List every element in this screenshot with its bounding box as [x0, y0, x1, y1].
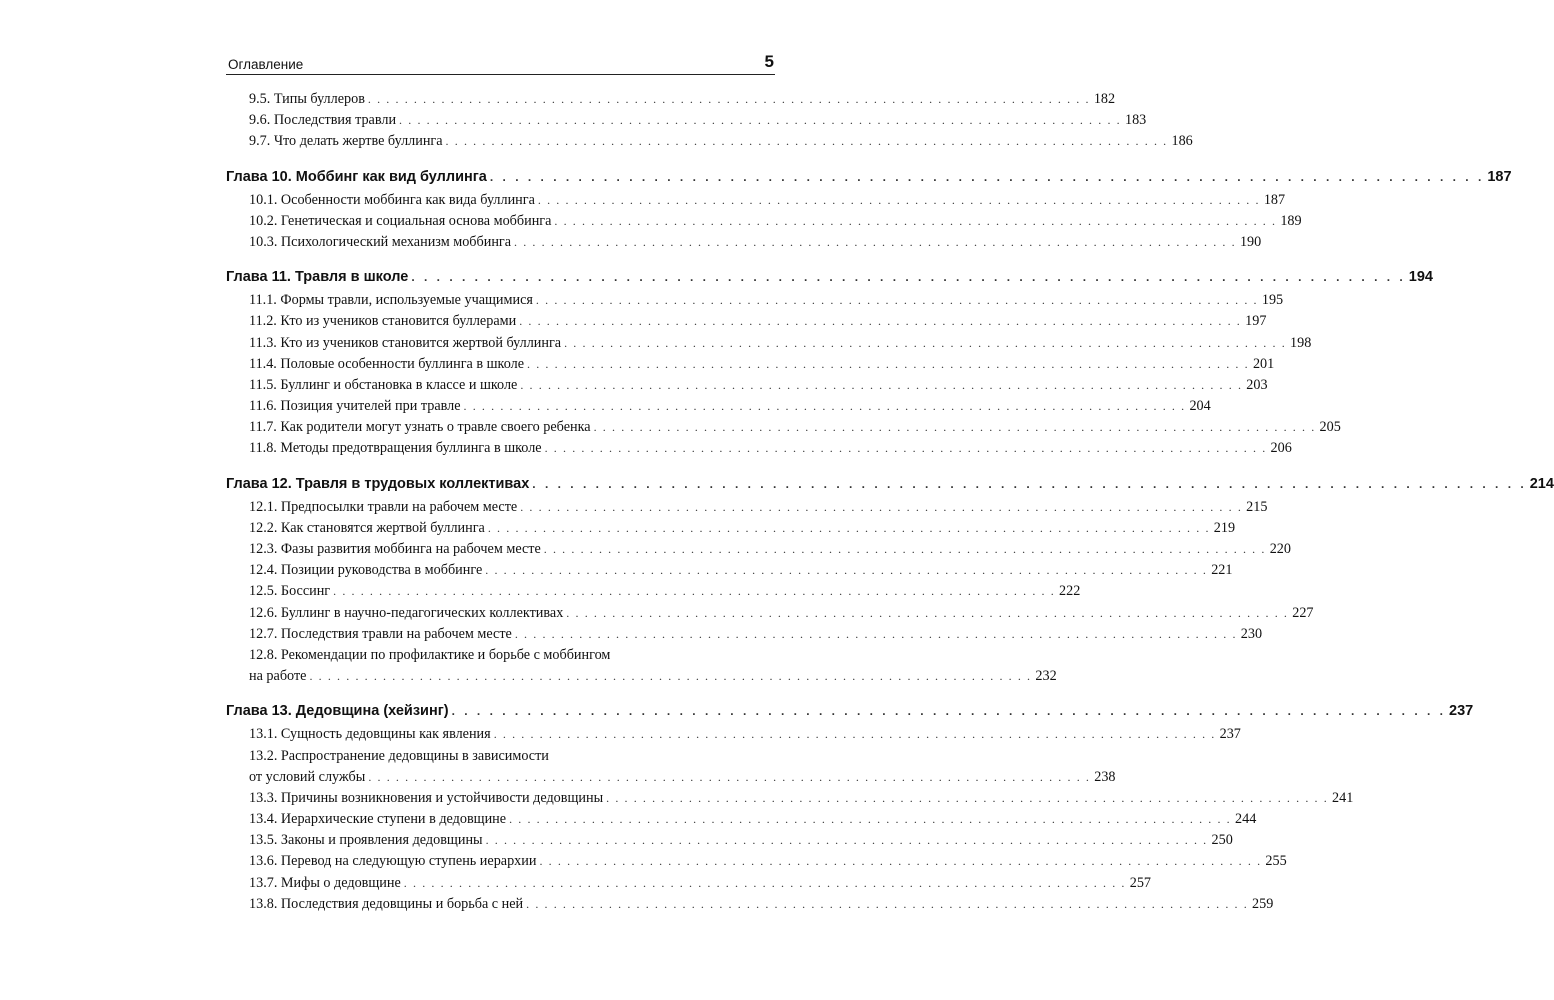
toc-entry[interactable]	[226, 398, 1211, 419]
toc-entry[interactable]	[226, 376, 1268, 398]
chapter-title: Глава 12. Травля в трудовых коллективах	[226, 475, 530, 492]
entry-page-number: 197	[1245, 313, 1267, 330]
toc-entry[interactable]	[226, 726, 1241, 747]
entry-page-number: 230	[1240, 625, 1263, 642]
entry-title: 13.5. Законы и проявления дедовщины	[249, 832, 483, 849]
entry-title: 9.6. Последствия травли	[249, 112, 397, 129]
chapter-title: Глава 11. Травля в школе	[226, 269, 409, 286]
entry-page-number: 250	[1211, 832, 1233, 849]
toc-chapter	[226, 168, 1512, 256]
chapter-page-number: 237	[1449, 703, 1474, 720]
toc-entry[interactable]	[226, 440, 1292, 461]
toc-entry[interactable]	[226, 583, 1081, 604]
entry-page-number: 187	[1263, 191, 1286, 208]
toc-entry[interactable]	[226, 562, 1233, 583]
running-header	[226, 52, 775, 75]
entry-title: 13.3. Причины возникновения и устойчивости дедовщины	[249, 789, 604, 806]
dot-leader: . . . . . . . . . . . . . . . . . . . . . . . . . . . . . . . . . . . . . . . . . . . . . . . . . . . . . . . . . . . . . . . . . . . . . . . . . . . . . . .	[554, 213, 1277, 228]
entry-page-number: 237	[1219, 726, 1241, 743]
entry-title: 13.2. Распространение дедовщины в зависимости	[249, 747, 549, 764]
entry-title: 12.3. Фазы развития моббинга на рабочем месте	[249, 541, 541, 557]
entry-page-number: 219	[1213, 519, 1236, 536]
dot-leader: . . . . . . . . . . . . . . . . . . . . . . . . . . . . . . . . . . . . . . . . . . . . . . . . . . . . . . . . . . . . . . . . . . . . . . . . . . . . . . .	[403, 875, 1126, 890]
entry-title: 11.4. Половые особенности буллинга в школе	[249, 355, 525, 372]
toc-entry[interactable]	[226, 747, 1116, 790]
dot-leader: . . . . . . . . . . . . . . . . . . . . . . . . . . . . . . . . . . . . . . . . . . . . . . . . . . . . . . . . . . . . . . . . . . . . . . . . . . . . . . .	[485, 563, 1208, 578]
chapter-heading[interactable]	[226, 168, 1512, 192]
toc-chapter	[226, 475, 1554, 690]
dot-leader: . . . . . . . . . . . . . . . . . . . . . . . . . . . . . . . . . . . . . . . . . . . . . . . . . . . . . . . . . . . . . . . . . . . . . . . . . . . . . . .	[487, 520, 1211, 535]
entry-title: 11.5. Буллинг и обстановка в классе и школе	[249, 376, 518, 393]
header-title: Оглавление	[228, 57, 304, 72]
dot-leader: . . . . . . . . . . . . . . . . . . . . . . . . . . . . . . . . . . . . . . . . . . . . . . . . . . . . . . . . . . . . . . . . . . . . . . . . . . . . . . .	[606, 790, 1329, 805]
chapter-page-number: 187	[1487, 168, 1512, 185]
entry-page-number: 221	[1211, 562, 1233, 579]
entry-title: 12.7. Последствия травли на рабочем месте	[249, 625, 512, 642]
dot-leader: . . . . . . . . . . . . . . . . . . . . . . . . . . . . . . . . . . . . . . . . . . . . . . . . . . . . . . . . . . . . . . . . . . . . . . . . . . . . . . .	[544, 441, 1267, 456]
entry-title-continuation: на работе	[249, 668, 307, 685]
entry-title: 11.2. Кто из учеников становится буллерами	[249, 313, 517, 330]
entry-page-number: 227	[1292, 604, 1314, 621]
entry-title: 12.4. Позиции руководства в моббинге	[249, 562, 483, 579]
toc-entry[interactable]	[226, 519, 1236, 541]
entry-title: 13.6. Перевод на следующую ступень иерархии	[249, 853, 537, 870]
toc-entry[interactable]	[226, 313, 1267, 334]
entry-page-number: 189	[1280, 212, 1302, 229]
entry-page-number: 206	[1270, 440, 1292, 457]
entry-page-number: 220	[1269, 541, 1291, 557]
entry-page-number: 222	[1059, 583, 1081, 600]
toc-entry[interactable]	[226, 541, 1291, 562]
chapter-title: Глава 13. Дедовщина (хейзинг)	[226, 703, 449, 720]
dot-leader: . . . . . . . . . . . . . . . . . . . . . . . . . . . . . . . . . . . . . . . . . . . . . . . . . . . . . . . . . . . . . . . . . . . . . . . . . . . . . . .	[543, 542, 1266, 556]
toc-entry[interactable]	[226, 789, 1354, 811]
entry-page-number: 232	[1035, 668, 1057, 685]
dot-leader: . . . . . . . . . . . . . . . . . . . . . . . . . . . . . . . . . . . . . . . . . . . . . . . . . . . . . . . . . . . . . . . . . . . . . . . . . . . . . . .	[535, 293, 1259, 308]
entry-title-continuation-line	[249, 768, 1116, 790]
entry-title: 12.5. Боссинг	[249, 583, 331, 600]
dot-leader: . . . . . . . . . . . . . . . . . . . . . . . . . . . . . . . . . . . . . . . . . . . . . . . . . . . . . . . . . . . . . . . . . . . . . . . . . . . . . . .	[493, 727, 1216, 742]
dot-leader: . . . . . . . . . . . . . . . . . . . . . . . . . . . . . . . . . . . . . . . . . . . . . . . . . . . . . . . . . . . . . . . . . . . . . . . . . . . . . . .	[309, 669, 1032, 684]
toc-entry[interactable]	[226, 355, 1275, 377]
page-number: 5	[764, 52, 774, 71]
dot-leader: . . . . . . . . . . . . . . . . . . . . . . . . . . . . . . . . . . . . . . . . . . . . . . . . . . . . . . . . . . . . . . . . . . . . . . . . . . . . . . .	[514, 234, 1237, 249]
dot-leader: . . . . . . . . . . . . . . . . . . . . . . . . . . . . . . . . . . . . . . . . . . . . . . . . . . . . . . . . . . . . . . . . . . . . . . . . . . . . . . .	[514, 626, 1238, 641]
table-of-contents	[226, 91, 1554, 917]
dot-leader: . . . . . . . . . . . . . . . . . . . . . . . . . . . . . . . . . . . . . . . . . . . . . . . . . . . . . . . . . . . . . . . . . . . . . . . . . . . . . . .	[399, 113, 1122, 128]
dot-leader: . . . . . . . . . . . . . . . . . . . . . . . . . . . . . . . . . . . . . . . . . . . . . . . . . . . . . . . . . . . . . . . . . . . . . . . . . . . . . . .	[520, 499, 1243, 514]
toc-entry[interactable]	[226, 212, 1302, 234]
entry-title: 13.7. Мифы о дедовщине	[249, 874, 401, 891]
entry-title-continuation-line	[249, 668, 1057, 689]
entry-title-continuation: от условий службы	[249, 768, 366, 785]
entry-title: 11.6. Позиция учителей при травле	[249, 398, 461, 415]
dot-leader: . . . . . . . . . . . . . . . . . . . . . . . . . . . . . . . . . . . . . . . . . . . . . . . . . . . . . . . . . . . . . . . . . . . . . . . . . . . . . . .	[564, 335, 1287, 350]
dot-leader: . . . . . . . . . . . . . . . . . . . . . . . . . . . . . . . . . . . . . . . . . . . . . . . . . . . . . . . . . . . . . . . . . . . . . . . . . . . . . . .	[593, 420, 1316, 435]
entry-title: 9.7. Что делать жертве буллинга	[249, 133, 443, 150]
dot-leader: . . . . . . . . . . . . . . . . . . . . . . . . . . . . . . . . . . . . . . . . . . . . . . . . . . . . . . . . . . . . . . . . . . . . . . . . . . . . . . .	[520, 377, 1243, 392]
entry-page-number: 201	[1252, 355, 1275, 372]
toc-entry[interactable]	[226, 233, 1262, 255]
entry-page-number: 257	[1129, 874, 1151, 891]
entry-page-number: 182	[1093, 91, 1116, 107]
entry-page-number: 195	[1261, 292, 1284, 309]
toc-chapter	[226, 269, 1433, 462]
entry-page-number: 190	[1239, 233, 1262, 250]
entry-page-number: 205	[1319, 419, 1341, 436]
chapter-heading[interactable]	[226, 475, 1554, 499]
dot-leader: . . . . . . . . . . . . . . . . . . . . . . . . . . . . . . . . . . . . . . . . . . . . . . . . . . . . . . . . . . . . . . . . . . . . . . . . . . . . . . .	[445, 134, 1168, 149]
dot-leader: . . . . . . . . . . . . . . . . . . . . . . . . . . . . . . . . . . . . . . . . . . . . . . . . . . . . . . . . . . . . . . . . . . . . . . . . . . . . . . .	[485, 833, 1208, 848]
toc-entry[interactable]	[226, 91, 1116, 112]
dot-leader: . . . . . . . . . . . . . . . . . . . . . . . . . . . . . . . . . . . . . . . . . . . . . . . . . . . . . . . . . . . . . . . . . . . . . . . . . . . . . . .	[333, 584, 1056, 599]
chapter-title: Глава 10. Моббинг как вид буллинга	[226, 168, 487, 185]
entry-title: 12.1. Предпосылки травли на рабочем месте	[249, 498, 518, 515]
dot-leader: . . . . . . . . . . . . . . . . . . . . . . . . . . . . . . . . . . . . . . . . . . . . . . . . . . . . . . . . . . . . . . . . . . . . . . . . . . . . . . .	[451, 704, 1447, 719]
toc-entry[interactable]	[226, 191, 1286, 213]
dot-leader: . . . . . . . . . . . . . . . . . . . . . . . . . . . . . . . . . . . . . . . . . . . . . . . . . . . . . . . . . . . . . . . . . . . . . . . . . . . . . . .	[539, 854, 1262, 869]
dot-leader: . . . . . . . . . . . . . . . . . . . . . . . . . . . . . . . . . . . . . . . . . . . . . . . . . . . . . . . . . . . . . . . . . . . . . . . . . . . . . . .	[463, 399, 1186, 414]
dot-leader: . . . . . . . . . . . . . . . . . . . . . . . . . . . . . . . . . . . . . . . . . . . . . . . . . . . . . . . . . . . . . . . . . . . . . . . . . . . . . . .	[509, 812, 1232, 827]
toc-entry[interactable]	[226, 419, 1341, 440]
toc-entry[interactable]	[226, 133, 1193, 154]
dot-leader: . . . . . . . . . . . . . . . . . . . . . . . . . . . . . . . . . . . . . . . . . . . . . . . . . . . . . . . . . . . . . . . . . . . . . . . . . . . . . . .	[367, 92, 1091, 106]
entry-title: 11.8. Методы предотвращения буллинга в школе	[249, 440, 542, 457]
chapter-heading[interactable]	[226, 703, 1474, 726]
entry-page-number: 186	[1171, 133, 1193, 150]
chapter-page-number: 214	[1529, 475, 1554, 492]
entry-title: 11.7. Как родители могут узнать о травле своего ребенка	[249, 419, 591, 436]
chapter-page-number: 194	[1408, 269, 1433, 286]
toc-entry[interactable]	[226, 832, 1233, 853]
entry-page-number: 238	[1094, 768, 1116, 785]
toc-entry[interactable]	[226, 498, 1268, 520]
entry-title: 10.3. Психологический механизм моббинга	[249, 233, 512, 250]
entry-title: 13.8. Последствия дедовщины и борьба с ней	[249, 895, 524, 912]
entry-title: 10.2. Генетическая и социальная основа моббинга	[249, 212, 552, 229]
dot-leader: . . . . . . . . . . . . . . . . . . . . . . . . . . . . . . . . . . . . . . . . . . . . . . . . . . . . . . . . . . . . . . . . . . . . . . . . . . . . . . .	[566, 605, 1289, 620]
dot-leader: . . . . . . . . . . . . . . . . . . . . . . . . . . . . . . . . . . . . . . . . . . . . . . . . . . . . . . . . . . . . . . . . . . . . . . . . . . . . . . .	[537, 192, 1261, 207]
entry-title: 12.8. Рекомендации по профилактике и борьбе с моббингом	[249, 646, 611, 663]
entry-page-number: 215	[1246, 498, 1268, 515]
entry-title: 11.3. Кто из учеников становится жертвой буллинга	[249, 334, 562, 351]
toc-entry[interactable]	[226, 811, 1257, 832]
toc-entry[interactable]	[226, 334, 1312, 356]
toc-entry[interactable]	[226, 604, 1314, 626]
toc-entry[interactable]	[226, 874, 1151, 896]
dot-leader: . . . . . . . . . . . . . . . . . . . . . . . . . . . . . . . . . . . . . . . . . . . . . . . . . . . . . . . . . . . . . . . . . . . . . . . . . . . . . . .	[411, 270, 1406, 285]
entry-title: 13.4. Иерархические ступени в дедовщине	[249, 811, 507, 828]
entry-page-number: 241	[1332, 789, 1354, 806]
toc-entry[interactable]	[226, 895, 1274, 917]
chapter-heading[interactable]	[226, 269, 1433, 292]
entry-title: 9.5. Типы буллеров	[249, 91, 365, 107]
entry-page-number: 203	[1246, 376, 1268, 393]
toc-entry[interactable]	[226, 853, 1287, 874]
dot-leader: . . . . . . . . . . . . . . . . . . . . . . . . . . . . . . . . . . . . . . . . . . . . . . . . . . . . . . . . . . . . . . . . . . . . . . . . . . . . . . .	[526, 896, 1249, 911]
entry-page-number: 204	[1189, 398, 1211, 415]
dot-leader: . . . . . . . . . . . . . . . . . . . . . . . . . . . . . . . . . . . . . . . . . . . . . . . . . . . . . . . . . . . . . . . . . . . . . . . . . . . . . . .	[519, 314, 1242, 329]
entry-title: 12.6. Буллинг в научно-педагогических коллективах	[249, 604, 564, 621]
toc-entry[interactable]	[226, 625, 1263, 647]
entry-title: 11.1. Формы травли, используемые учащимися	[249, 292, 533, 309]
toc-entry[interactable]	[226, 646, 1057, 689]
entry-page-number: 198	[1290, 334, 1312, 351]
entry-page-number: 244	[1235, 811, 1257, 828]
dot-leader: . . . . . . . . . . . . . . . . . . . . . . . . . . . . . . . . . . . . . . . . . . . . . . . . . . . . . . . . . . . . . . . . . . . . . . . . . . . . . . .	[489, 169, 1485, 184]
dot-leader: . . . . . . . . . . . . . . . . . . . . . . . . . . . . . . . . . . . . . . . . . . . . . . . . . . . . . . . . . . . . . . . . . . . . . . . . . . . . . . .	[532, 476, 1527, 491]
toc-chapter	[226, 703, 1474, 917]
entry-title: 12.2. Как становятся жертвой буллинга	[249, 519, 485, 536]
toc-entry[interactable]	[226, 112, 1147, 133]
toc-chapter	[226, 91, 1193, 155]
toc-entry[interactable]	[226, 292, 1284, 313]
entry-page-number: 183	[1124, 112, 1147, 129]
entry-title: 13.1. Сущность дедовщины как явления	[249, 726, 491, 743]
entry-page-number: 259	[1252, 895, 1274, 912]
entry-title: 10.1. Особенности моббинга как вида буллинга	[249, 191, 535, 208]
dot-leader: . . . . . . . . . . . . . . . . . . . . . . . . . . . . . . . . . . . . . . . . . . . . . . . . . . . . . . . . . . . . . . . . . . . . . . . . . . . . . . .	[368, 769, 1091, 784]
dot-leader: . . . . . . . . . . . . . . . . . . . . . . . . . . . . . . . . . . . . . . . . . . . . . . . . . . . . . . . . . . . . . . . . . . . . . . . . . . . . . . .	[527, 356, 1250, 371]
entry-page-number: 255	[1265, 853, 1287, 870]
